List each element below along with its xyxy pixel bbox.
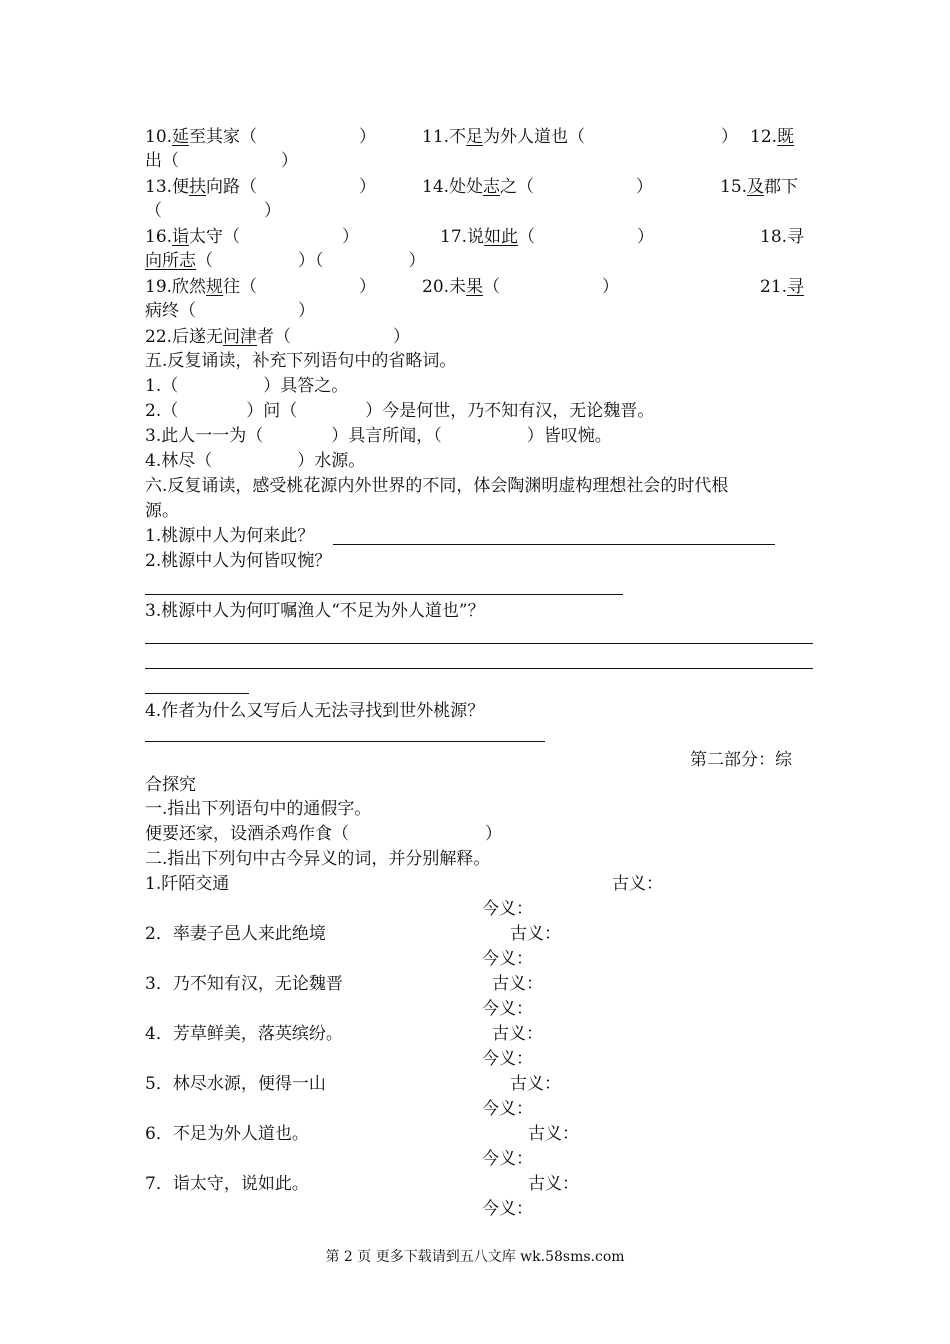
section-6-title-cont: 源。 [145, 501, 179, 521]
row-4-jin: 今义： [482, 1049, 533, 1069]
row-1-gu: 古义： [612, 874, 663, 894]
row-7-jin: 今义： [482, 1199, 533, 1219]
row-3-jin: 今义： [482, 999, 533, 1019]
row-2-jin: 今义： [482, 949, 533, 969]
section-5-q2: 2.（ ）问（ ）今是何世，乃不知有汉，无论魏晋。 [145, 401, 655, 421]
section-5-q4: 4.林尽（ ）水源。 [145, 451, 366, 471]
page-footer: 第 2 页 更多下载请到五八文库 wk.58sms.com [325, 1249, 625, 1265]
answer-line [145, 668, 813, 669]
row-1-question: 1.阡陌交通 [145, 874, 230, 894]
item-18: 18.寻 [760, 227, 805, 247]
section-6-q1: 1.桃源中人为何来此？ [145, 526, 315, 546]
item-15: 15.及郡下 [720, 177, 799, 197]
row-3-gu: 古义： [492, 974, 543, 994]
part-2-s1-question: 便要还家，设酒杀鸡作食（ ） [145, 824, 502, 844]
section-6-q4: 4.作者为什么又写后人无法寻找到世外桃源？ [145, 701, 485, 721]
row-3-question: 3．乃不知有汉，无论魏晋 [145, 974, 343, 994]
item-12-cont: 出（ ） [145, 151, 298, 171]
answer-line [145, 741, 545, 742]
section-6-title: 六.反复诵读，感受桃花源内外世界的不同，体会陶渊明虚构理想社会的时代根 [145, 476, 729, 496]
item-21-cont: 病终（ ） [145, 301, 315, 321]
item-19: 19.欣然规往（ ） [145, 277, 377, 297]
part-2-heading-cont: 合探究 [145, 775, 196, 795]
row-5-gu: 古义： [510, 1074, 561, 1094]
item-12: 12.既 [750, 127, 795, 147]
item-18-cont: 向所志（ ）（ ） [145, 251, 426, 271]
row-6-question: 6．不足为外人道也。 [145, 1124, 309, 1144]
item-21: 21.寻 [760, 277, 805, 297]
row-7-question: 7．诣太守，说如此。 [145, 1174, 309, 1194]
answer-line [145, 594, 623, 595]
section-6-q3: 3.桃源中人为何叮嘱渔人“不足为外人道也”？ [145, 601, 485, 621]
item-17: 17.说如此（ ） [440, 227, 655, 247]
item-11: 11.不足为外人道也（ ） [422, 127, 739, 147]
answer-line [145, 693, 249, 694]
section-6-q2: 2.桃源中人为何皆叹惋？ [145, 551, 332, 571]
section-5-q3: 3.此人一一为（ ）具言所闻，（ ）皆叹惋。 [145, 426, 612, 446]
answer-line [145, 643, 813, 644]
part-2-heading: 第二部分：综 [690, 750, 792, 770]
row-5-question: 5．林尽水源，便得一山 [145, 1074, 326, 1094]
row-2-question: 2．率妻子邑人来此绝境 [145, 924, 326, 944]
row-6-jin: 今义： [482, 1149, 533, 1169]
item-14: 14.处处志之（ ） [422, 177, 654, 197]
part-2-s1-title: 一.指出下列语句中的通假字。 [145, 799, 372, 819]
row-5-jin: 今义： [482, 1099, 533, 1119]
answer-line [333, 544, 775, 545]
item-10: 10.延至其家（ ） [145, 127, 377, 147]
row-4-gu: 古义： [492, 1024, 543, 1044]
item-13: 13.便扶向路（ ） [145, 177, 377, 197]
row-7-gu: 古义： [528, 1174, 579, 1194]
item-22: 22.后遂无问津者（ ） [145, 327, 411, 347]
item-15-cont: （ ） [145, 201, 281, 221]
section-5-title: 五.反复诵读，补充下列语句中的省略词。 [145, 351, 457, 371]
section-5-q1: 1.（ ）具答之。 [145, 376, 349, 396]
row-4-question: 4．芳草鲜美，落英缤纷。 [145, 1024, 343, 1044]
row-1-jin: 今义： [482, 899, 533, 919]
row-2-gu: 古义： [510, 924, 561, 944]
row-6-gu: 古义： [528, 1124, 579, 1144]
part-2-s2-title: 二.指出下列句中古今异义的词，并分别解释。 [145, 849, 491, 869]
item-16: 16.诣太守（ ） [145, 227, 360, 247]
item-20: 20.未果（ ） [422, 277, 620, 297]
